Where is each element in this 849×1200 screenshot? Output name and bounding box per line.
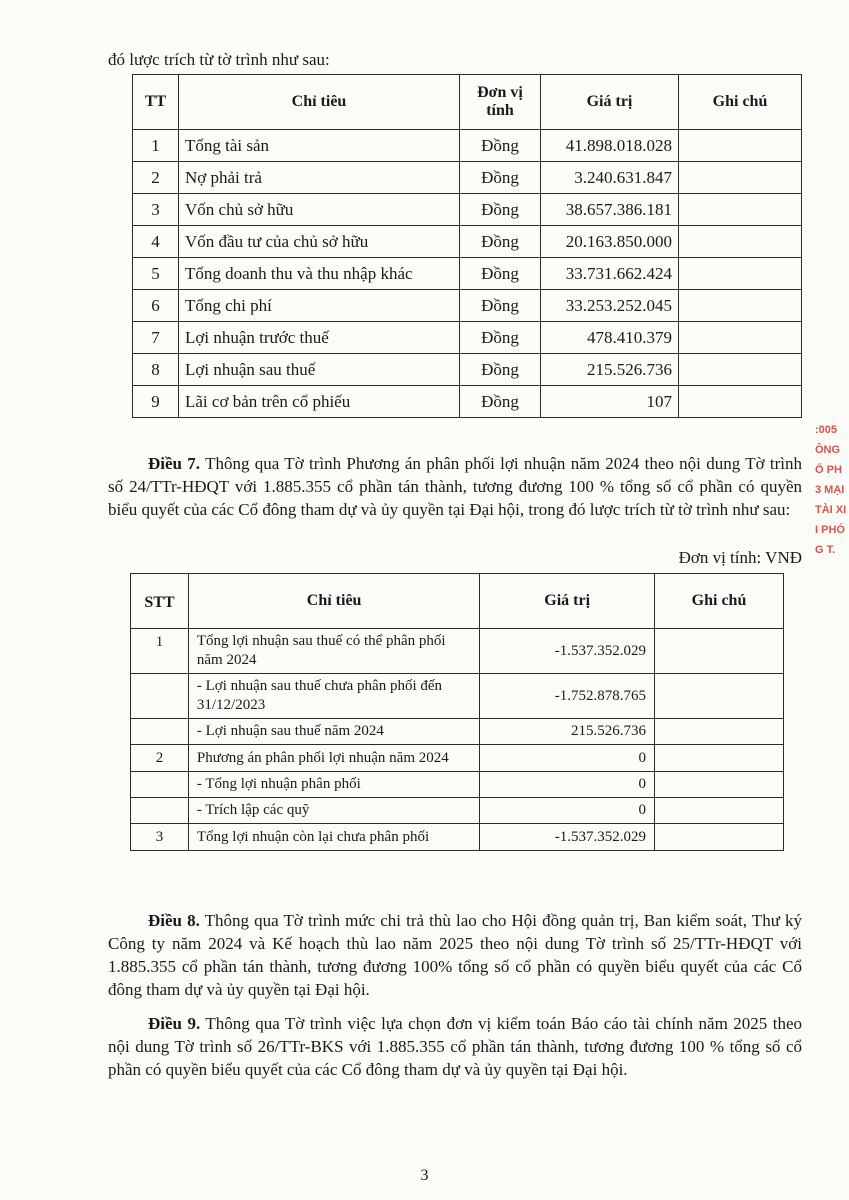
table-cell: 8	[133, 354, 179, 386]
table-cell: 9	[133, 386, 179, 418]
table-cell: Nợ phải trả	[179, 162, 460, 194]
table-cell: Đồng	[460, 226, 541, 258]
table-row	[133, 226, 802, 258]
table-row	[133, 290, 802, 322]
table-cell	[679, 258, 802, 290]
table-cell: 3.240.631.847	[541, 162, 679, 194]
header-chi-tieu: Chỉ tiêu	[179, 75, 460, 130]
table-cell	[131, 772, 189, 798]
table-cell	[679, 290, 802, 322]
table-cell: Tổng chi phí	[179, 290, 460, 322]
table-row	[131, 745, 784, 772]
table-cell: 2	[131, 745, 189, 772]
table-cell: 4	[133, 226, 179, 258]
table-cell: Đồng	[460, 258, 541, 290]
table-cell: Đồng	[460, 130, 541, 162]
table-cell: Tổng lợi nhuận sau thuế có thể phân phối năm 2024	[188, 629, 479, 674]
table-cell: -1.537.352.029	[480, 824, 655, 851]
table-cell: 0	[480, 745, 655, 772]
table-cell: Lợi nhuận sau thuế	[179, 354, 460, 386]
table-cell: 3	[131, 824, 189, 851]
table-cell: 33.253.252.045	[541, 290, 679, 322]
financial-summary-table	[132, 74, 802, 418]
table-cell: 0	[480, 798, 655, 824]
table-cell: 6	[133, 290, 179, 322]
table-cell	[655, 824, 784, 851]
table-row	[133, 194, 802, 226]
table-cell	[679, 194, 802, 226]
header-don-vi: Đơn vị tính	[460, 75, 541, 130]
table-cell: Tổng doanh thu và thu nhập khác	[179, 258, 460, 290]
table-row	[133, 162, 802, 194]
table-row	[133, 354, 802, 386]
header-chi-tieu: Chỉ tiêu	[188, 574, 479, 629]
table-cell: - Lợi nhuận sau thuế chưa phân phối đến 31/12/2023	[188, 674, 479, 719]
table-cell	[679, 354, 802, 386]
table-cell: 478.410.379	[541, 322, 679, 354]
article-8-label: Điều 8.	[148, 911, 200, 930]
table-row	[133, 322, 802, 354]
table-cell: Vốn chủ sở hữu	[179, 194, 460, 226]
table-cell	[679, 130, 802, 162]
article-8	[108, 909, 802, 1001]
table-cell: Đồng	[460, 162, 541, 194]
table-row	[133, 130, 802, 162]
article-7-text: Thông qua Tờ trình Phương án phân phối lợi nhuận năm 2024 theo nội dung Tờ trình số 24/TTr-HĐQT với 1.885.355 cổ phần tán thành, tương đương 100 % tổng số cổ phần có quyền biểu quyết của các Cổ đông tham dự và ủy quyền tại Đại hội, trong đó lược trích từ tờ trình như sau:	[108, 454, 803, 519]
article-9-label: Điều 9.	[148, 1014, 201, 1033]
header-ghi-chu: Ghi chú	[655, 574, 784, 629]
table-cell: - Trích lập các quỹ	[188, 798, 479, 824]
table-cell: -1.537.352.029	[480, 629, 655, 674]
table-cell: Lợi nhuận trước thuế	[179, 322, 460, 354]
table-cell	[131, 674, 189, 719]
table-row	[131, 629, 784, 674]
table-cell	[655, 798, 784, 824]
table-cell: 5	[133, 258, 179, 290]
table-cell	[655, 772, 784, 798]
table-cell: Tổng tài sản	[179, 130, 460, 162]
table-cell	[655, 629, 784, 674]
intro-text: đó lược trích từ tờ trình như sau:	[108, 50, 330, 69]
header-ghi-chu: Ghi chú	[679, 75, 802, 130]
table-cell: 20.163.850.000	[541, 226, 679, 258]
table-cell: Vốn đầu tư của chủ sở hữu	[179, 226, 460, 258]
red-stamp-fragment: :005 ÔNG Ổ PH 3 MẠI TÀI XI I PHÓ G T.	[815, 424, 847, 556]
table-cell: Đồng	[460, 290, 541, 322]
page-number: 3	[420, 1167, 429, 1184]
profit-distribution-table	[130, 573, 784, 851]
table-cell: 215.526.736	[480, 719, 655, 745]
table-cell: Phương án phân phối lợi nhuận năm 2024	[188, 745, 479, 772]
table-cell	[655, 674, 784, 719]
table-cell: 3	[133, 194, 179, 226]
table-cell: 33.731.662.424	[541, 258, 679, 290]
table-cell: 1	[133, 130, 179, 162]
article-9	[108, 1012, 802, 1081]
table-cell: 107	[541, 386, 679, 418]
table-row	[133, 386, 802, 418]
header-tt: TT	[133, 75, 179, 130]
table-row	[131, 674, 784, 719]
table-cell: Đồng	[460, 322, 541, 354]
unit-note: Đơn vị tính: VNĐ	[678, 548, 802, 567]
table-cell	[655, 719, 784, 745]
table-cell: Đồng	[460, 354, 541, 386]
table-cell: 215.526.736	[541, 354, 679, 386]
table-cell: Đồng	[460, 386, 541, 418]
table-header-row	[133, 75, 802, 130]
header-gia-tri: Giá trị	[480, 574, 655, 629]
table-row	[131, 772, 784, 798]
table-cell: Đồng	[460, 194, 541, 226]
table-row	[133, 258, 802, 290]
table-cell: 7	[133, 322, 179, 354]
table-cell	[679, 226, 802, 258]
table-cell	[679, 322, 802, 354]
article-7-label: Điều 7.	[148, 454, 201, 473]
table-cell: 41.898.018.028	[541, 130, 679, 162]
table-cell: 1	[131, 629, 189, 674]
table-cell: 0	[480, 772, 655, 798]
table-cell: Tổng lợi nhuận còn lại chưa phân phối	[188, 824, 479, 851]
table-cell	[131, 798, 189, 824]
article-9-text: Thông qua Tờ trình việc lựa chọn đơn vị kiểm toán Báo cáo tài chính năm 2025 theo nội dung Tờ trình số 26/TTr-BKS với 1.885.355 cổ phần tán thành, tương đương 100 % tổng số cổ phần có quyền biểu quyết của các Cổ đông tham dự và ủy quyền tại Đại hội.	[108, 1014, 802, 1079]
table-row	[131, 719, 784, 745]
table-cell: 38.657.386.181	[541, 194, 679, 226]
table-cell	[131, 719, 189, 745]
table-cell: - Lợi nhuận sau thuế năm 2024	[188, 719, 479, 745]
article-8-text: Thông qua Tờ trình mức chi trả thù lao cho Hội đồng quản trị, Ban kiểm soát, Thư ký Công ty năm 2024 và Kế hoạch thù lao năm 2025 theo nội dung Tờ trình số 25/TTr-HĐQT với 1.885.355 cổ phần tán thành, tương đương 100% tổng số cổ phần có quyền biểu quyết của các Cổ đông tham dự và ủy quyền tại Đại hội.	[108, 911, 803, 999]
table-cell: 2	[133, 162, 179, 194]
table-cell	[679, 386, 802, 418]
table-cell: Lãi cơ bản trên cổ phiếu	[179, 386, 460, 418]
table-cell	[655, 745, 784, 772]
table-header-row	[131, 574, 784, 629]
table-cell: - Tổng lợi nhuận phân phối	[188, 772, 479, 798]
header-gia-tri: Giá trị	[541, 75, 679, 130]
table-cell	[679, 162, 802, 194]
table-cell: -1.752.878.765	[480, 674, 655, 719]
header-stt: STT	[131, 574, 189, 629]
article-7	[108, 452, 802, 521]
table-row	[131, 798, 784, 824]
table-row	[131, 824, 784, 851]
